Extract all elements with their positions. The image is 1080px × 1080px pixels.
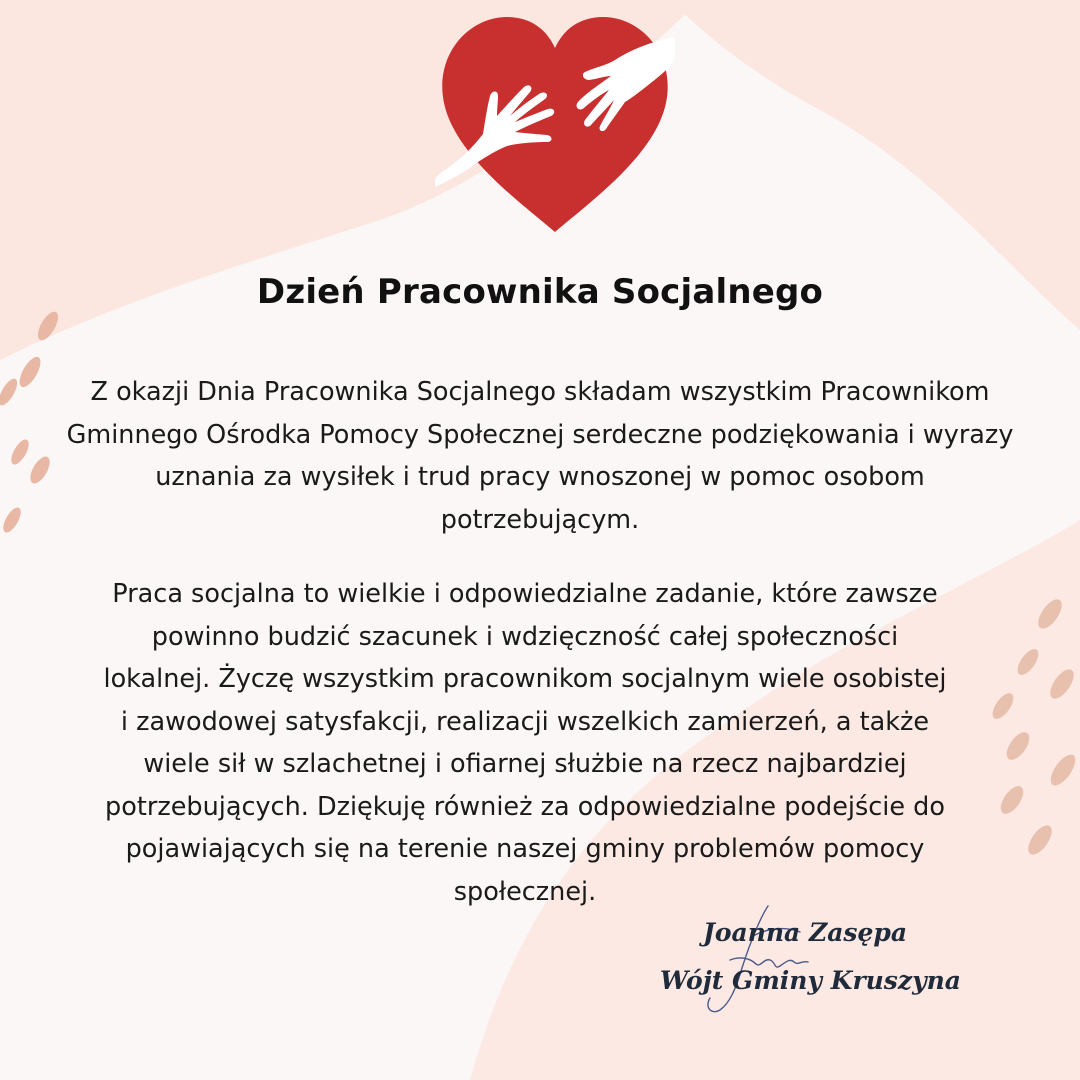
paragraph-line: Gminnego Ośrodka Pomocy Społecznej serdeczne podziękowania i wyrazy <box>66 419 1014 450</box>
paragraph-line: pojawiających się na terenie naszej gminy problemów pomocy <box>125 834 925 864</box>
signature-title: Wójt Gminy Kruszyna <box>660 966 961 995</box>
paragraph-line: wiele sił w szlachetnej i ofiarnej służbie na rzecz najbardziej <box>143 749 907 779</box>
page-title: Dzień Pracownika Socjalnego <box>256 272 824 312</box>
handwritten-signature <box>690 898 840 1018</box>
wishes-paragraph <box>30 573 1020 913</box>
heart-shape <box>442 17 667 232</box>
heart-with-reaching-hands-icon <box>435 12 675 237</box>
paragraph-line: potrzebującym. <box>440 504 640 535</box>
paragraph-line: Praca socjalna to wielkie i odpowiedzialne zadanie, które zawsze <box>112 579 938 609</box>
paragraph-line: społecznej. <box>453 876 597 907</box>
greeting-paragraph <box>0 371 1080 541</box>
paragraph-line: uznania za wysiłek i trud pracy wnoszonej w pomoc osobom <box>155 462 925 492</box>
signature-name: Joanna Zasępa <box>703 918 908 947</box>
paragraph-line: potrzebujących. Dziękuję również za odpowiedzialne podejście do <box>105 791 945 822</box>
paragraph-line: lokalnej. Życzę wszystkim pracownikom socjalnym wiele osobistej <box>103 664 947 694</box>
paragraph-line: Z okazji Dnia Pracownika Socjalnego składam wszystkim Pracownikom <box>90 377 990 407</box>
paragraph-line: powinno budzić szacunek i wdzięczność całej społeczności <box>151 621 899 652</box>
paragraph-line: i zawodowej satysfakcji, realizacji wszelkich zamierzeń, a także <box>120 706 930 737</box>
